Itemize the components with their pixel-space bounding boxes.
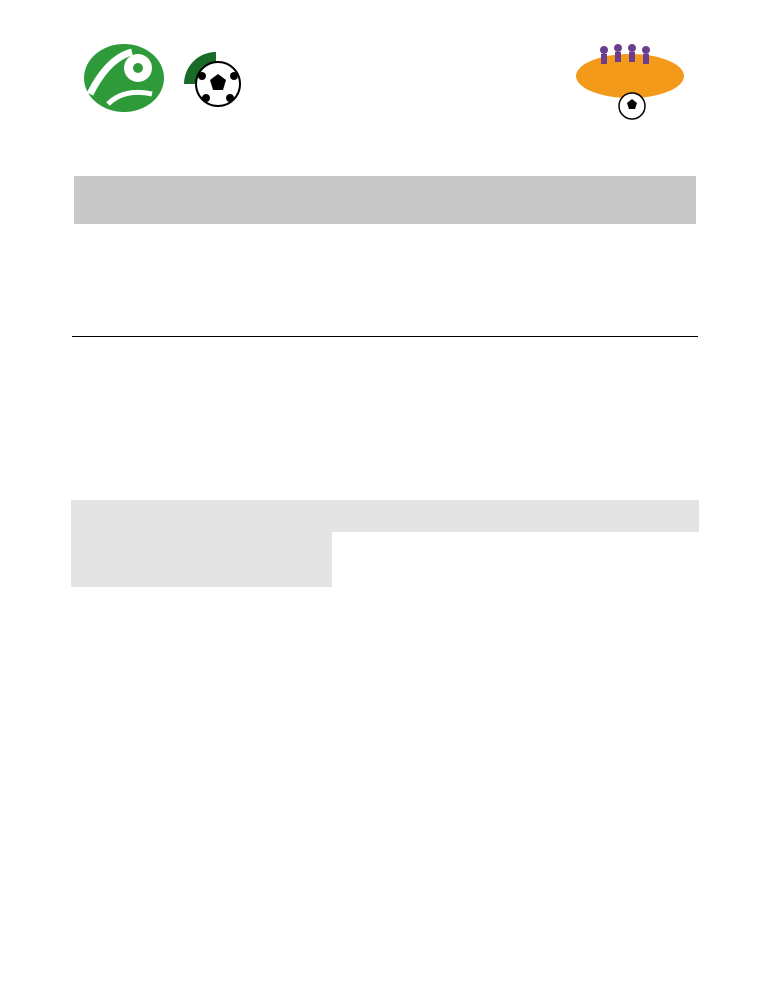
results-table: [72, 336, 698, 437]
squadre-header: [71, 532, 332, 587]
standings-table: [71, 500, 699, 802]
standings-title-bar: [71, 500, 699, 532]
championship-banner: [74, 176, 696, 224]
uisp-logo: [78, 38, 170, 116]
lega-calcio-logo: [176, 40, 256, 116]
il-calcio-logo: [570, 36, 694, 134]
